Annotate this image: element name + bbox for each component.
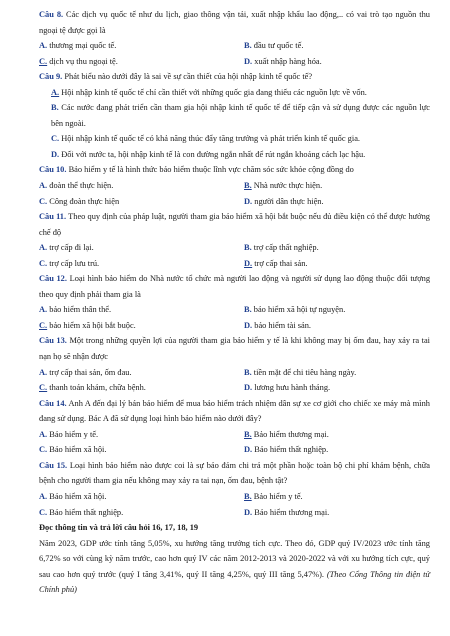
option-d[interactable]: D. Bảo hiểm thương mại.	[244, 507, 330, 517]
options-14	[39, 427, 430, 458]
reading-paragraph	[39, 536, 430, 598]
question-8	[39, 7, 430, 38]
question-text: Theo quy định của pháp luật, người tham gia bảo hiểm xã hội bắt buộc nếu đủ điều kiện có thể được hưởng chế độ	[39, 212, 430, 237]
question-number: Câu 11.	[39, 212, 67, 222]
option-b[interactable]: B. trợ cấp thất nghiệp.	[244, 243, 319, 253]
option-d[interactable]: D. xuất nhập hàng hóa.	[244, 56, 322, 66]
option-d[interactable]: D. Bảo hiểm thất nghiệp.	[244, 445, 329, 455]
options-11	[39, 240, 430, 271]
question-text: Phát biểu nào dưới đây là sai về sự cần thiết của hội nhập kinh tế quốc tế?	[64, 72, 313, 82]
option-c[interactable]: C. bảo hiểm xã hội bắt buộc.	[39, 320, 136, 330]
option-d[interactable]: D. bảo hiểm tài sản.	[244, 320, 311, 330]
question-11	[39, 209, 430, 240]
options-13	[39, 365, 430, 396]
option-a[interactable]: A. bảo hiểm thân thể.	[39, 305, 112, 315]
question-number: Câu 12.	[39, 274, 67, 284]
reading-text: Năm 2023, GDP ước tính tăng 5,05%, xu hướng tăng trưởng tích cực. Theo đó, GDP quý IV/2023 ước tính tăng 6,72% so với cùng kỳ năm trước, cao hơn quý IV các năm 2012-2013 và 2020-2022 và với xu hướng tích cực, quý sau cao hơn quý trước (quý I tăng 3,41%, quý II tăng 4,25%, quý III tăng 5,47%).	[39, 538, 430, 579]
option-a[interactable]: A. Bảo hiểm y tế.	[39, 429, 99, 439]
question-number: Câu 13.	[39, 336, 67, 346]
question-9	[39, 69, 430, 85]
question-text: Bảo hiểm y tế là hình thức bảo hiểm thuộc lĩnh vực chăm sóc sức khỏe cộng đồng do	[68, 165, 354, 175]
question-text: Các dịch vụ quốc tế như du lịch, giao thông vận tải, xuất nhập khẩu lao động,.. có vai trò tạo nguồn thu ngoại tệ được gọi là	[39, 10, 430, 35]
option-c[interactable]: C. Hội nhập kinh tế quốc tế có khả năng thúc đẩy tăng trưởng và phát triển kinh tế quốc gia.	[51, 134, 361, 144]
option-b[interactable]: B. Bảo hiểm y tế.	[244, 491, 303, 501]
option-d[interactable]: D. người dân thực hiện.	[244, 196, 324, 206]
reading-source: (Theo Cổng Thông tin điện tử Chính phủ)	[39, 569, 431, 595]
question-number: Câu 10.	[39, 165, 67, 175]
option-c[interactable]: C. thanh toán khám, chữa bệnh.	[39, 383, 146, 393]
option-c[interactable]: C. Bảo hiểm thất nghiệp.	[39, 507, 124, 517]
question-text: Một trong những quyền lợi của người tham gia bảo hiểm y tế là khi không may bị ốm đau, hay xảy ra tai nạn họ sẽ nhận được	[39, 336, 430, 362]
option-a[interactable]: A. trợ cấp thai sản, ốm đau.	[39, 367, 132, 377]
option-d[interactable]: D. Đối với nước ta, hội nhập kinh tế là con đường ngắn nhất để rút ngắn khoảng cách lạc hậu.	[51, 149, 366, 159]
reading-heading: Đọc thông tin và trả lời câu hỏi 16, 17, 18, 19	[39, 523, 199, 533]
option-c[interactable]: C. Công đoàn thực hiện	[39, 196, 120, 206]
question-number: Câu 9.	[39, 72, 63, 82]
option-b[interactable]: B. bảo hiểm xã hội tự nguyện.	[244, 305, 346, 315]
option-c[interactable]: C. Bảo hiểm xã hội.	[39, 445, 107, 455]
option-b[interactable]: B. Bảo hiểm thương mại.	[244, 429, 329, 439]
option-d[interactable]: D. trợ cấp thai sản.	[244, 258, 308, 268]
question-number: Câu 15.	[39, 460, 68, 470]
option-b[interactable]: B. Các nước đang phát triển cần tham gia hội nhập kinh tế quốc tế để tiếp cận và sử dụng được các nguồn lực bên ngoài.	[51, 103, 430, 128]
option-a[interactable]: A. trợ cấp đi lại.	[39, 243, 94, 253]
question-13	[39, 333, 430, 364]
options-8	[39, 38, 430, 69]
question-number: Câu 14.	[39, 398, 67, 408]
options-10	[39, 178, 430, 209]
options-15	[39, 489, 430, 520]
options-12	[39, 302, 430, 333]
question-14	[39, 396, 430, 427]
option-a[interactable]: A. thương mại quốc tế.	[39, 41, 117, 51]
question-number: Câu 8.	[39, 10, 64, 19]
option-b[interactable]: B. đầu tư quốc tế.	[244, 41, 304, 51]
question-10	[39, 162, 430, 178]
option-b[interactable]: B. tiền mặt để chi tiêu hàng ngày.	[244, 367, 357, 377]
option-c[interactable]: C. trợ cấp lưu trú.	[39, 258, 100, 268]
option-c[interactable]: C. dịch vụ thu ngoại tệ.	[39, 56, 118, 66]
question-12	[39, 271, 430, 302]
question-15	[39, 458, 430, 489]
option-a[interactable]: A. Bảo hiểm xã hội.	[39, 491, 107, 501]
option-a[interactable]: A. đoàn thể thực hiện.	[39, 181, 114, 191]
option-b[interactable]: B. Nhà nước thực hiện.	[244, 181, 323, 191]
question-text: Loại hình bảo hiểm nào được coi là sự bảo đảm chi trả một phần hoặc toàn bộ chi phí khám bệnh, chữa bệnh cho người tham gia nếu không may xảy ra tai nạn, ốm đau, bệnh tật?	[39, 460, 430, 486]
question-text: Anh A đến đại lý bán bảo hiểm để mua bảo hiểm trách nhiệm dân sự xe cơ giới cho chiếc xe máy mà mình đang sử dụng. Bác A đã sử dụng loại hình bảo hiểm nào dưới đây?	[39, 398, 430, 424]
option-d[interactable]: D. lương hưu hành tháng.	[244, 383, 331, 393]
option-a[interactable]: A. Hội nhập kinh tế quốc tế chỉ cần thiết với những quốc gia đang thiếu các nguồn lực về vốn.	[51, 87, 367, 97]
question-text: Loại hình bảo hiểm do Nhà nước tổ chức mà người lao động và người sử dụng lao động thuộc đối tượng theo quy định phải tham gia là	[39, 274, 431, 299]
